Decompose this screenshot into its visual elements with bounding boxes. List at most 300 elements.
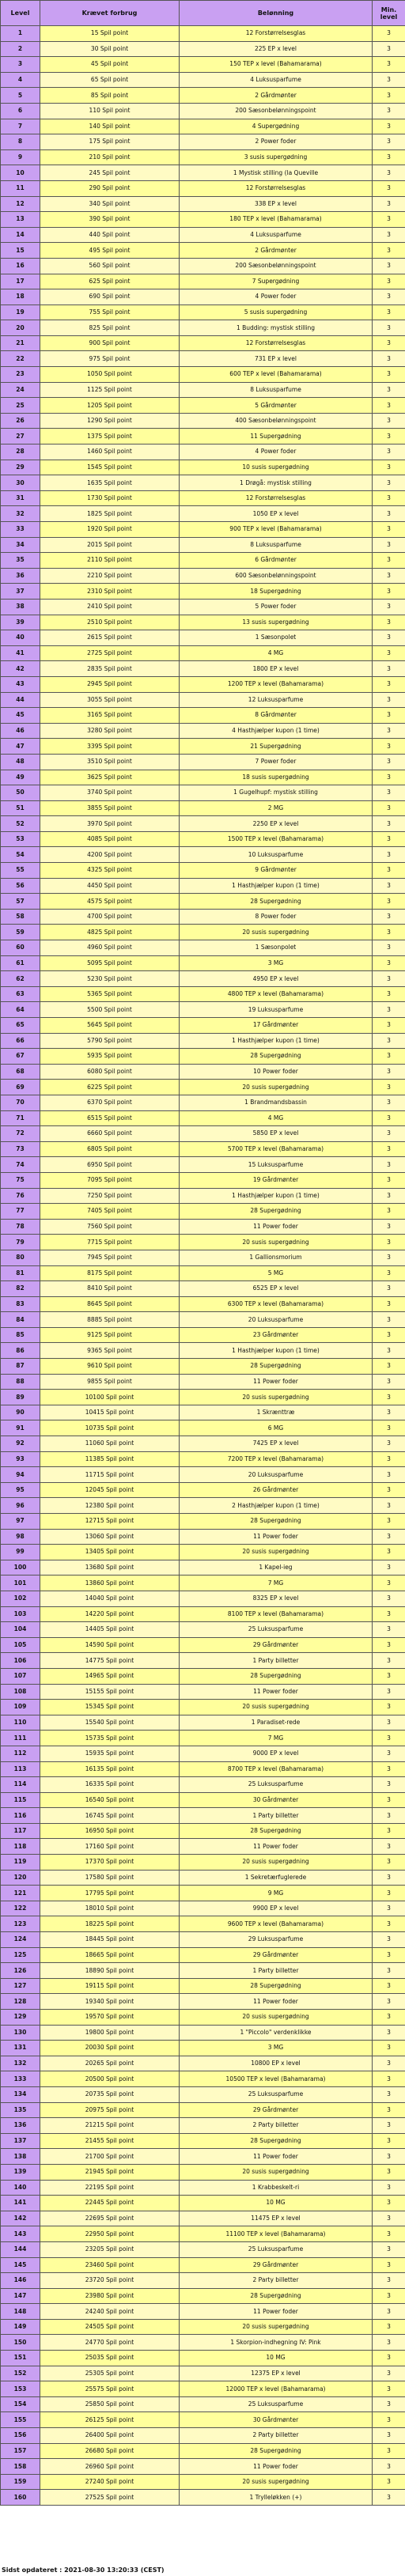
cell-min-level: 3 xyxy=(373,1963,405,1979)
table-row xyxy=(1,2241,405,2257)
cell-requirement: 9365 Spil point xyxy=(40,1343,180,1359)
cell-min-level: 3 xyxy=(373,1870,405,1886)
cell-requirement: 12045 Spil point xyxy=(40,1482,180,1498)
table-row xyxy=(1,847,405,863)
cell-requirement: 6805 Spil point xyxy=(40,1141,180,1157)
cell-min-level: 3 xyxy=(373,1141,405,1157)
cell-reward: 1 Kapel-ieg xyxy=(180,1560,373,1575)
cell-level: 111 xyxy=(1,1731,40,1746)
cell-reward: 1 Skorpion-indhegning IV: Pink xyxy=(180,2335,373,2351)
cell-requirement: 1290 Spil point xyxy=(40,413,180,429)
cell-reward: 8 Luksusparfume xyxy=(180,537,373,553)
cell-requirement: 690 Spil point xyxy=(40,289,180,305)
cell-level: 16 xyxy=(1,258,40,274)
cell-reward: 4950 EP x level xyxy=(180,971,373,987)
cell-level: 147 xyxy=(1,2288,40,2304)
cell-level: 37 xyxy=(1,584,40,600)
table-row xyxy=(1,1002,405,1018)
cell-requirement: 7095 Spil point xyxy=(40,1172,180,1188)
cell-min-level: 3 xyxy=(373,1932,405,1948)
cell-reward: 2 Gårdmønter xyxy=(180,243,373,259)
table-row xyxy=(1,2443,405,2459)
cell-reward: 8700 TEP x level (Bahamarama) xyxy=(180,1761,373,1777)
cell-level: 125 xyxy=(1,1947,40,1963)
cell-requirement: 290 Spil point xyxy=(40,180,180,196)
table-row xyxy=(1,1064,405,1080)
cell-requirement: 2835 Spil point xyxy=(40,661,180,677)
cell-requirement: 13405 Spil point xyxy=(40,1545,180,1560)
cell-level: 28 xyxy=(1,444,40,460)
table-row xyxy=(1,1700,405,1715)
table-row xyxy=(1,692,405,708)
cell-requirement: 140 Spil point xyxy=(40,119,180,134)
table-row xyxy=(1,878,405,894)
cell-min-level: 3 xyxy=(373,149,405,165)
table-row xyxy=(1,1932,405,1948)
cell-min-level: 3 xyxy=(373,1886,405,1901)
cell-reward: 6300 TEP x level (Bahamarama) xyxy=(180,1296,373,1312)
cell-requirement: 26125 Spil point xyxy=(40,2412,180,2428)
cell-reward: 8 Luksusparfume xyxy=(180,382,373,398)
cell-level: 18 xyxy=(1,289,40,305)
cell-min-level: 3 xyxy=(373,553,405,569)
cell-reward: 20 susis supergødning xyxy=(180,1545,373,1560)
cell-min-level: 3 xyxy=(373,2304,405,2320)
cell-min-level: 3 xyxy=(373,1080,405,1095)
cell-min-level: 3 xyxy=(373,258,405,274)
cell-level: 135 xyxy=(1,2102,40,2118)
table-row xyxy=(1,103,405,119)
cell-min-level: 3 xyxy=(373,1761,405,1777)
cell-min-level: 3 xyxy=(373,847,405,863)
table-row xyxy=(1,88,405,104)
cell-min-level: 3 xyxy=(373,2211,405,2226)
table-row xyxy=(1,335,405,351)
cell-min-level: 3 xyxy=(373,1746,405,1761)
cell-min-level: 3 xyxy=(373,1296,405,1312)
cell-reward: 11475 EP x level xyxy=(180,2211,373,2226)
cell-requirement: 8885 Spil point xyxy=(40,1312,180,1328)
cell-requirement: 4450 Spil point xyxy=(40,878,180,894)
table-row xyxy=(1,72,405,88)
table-row xyxy=(1,1947,405,1963)
cell-requirement: 8410 Spil point xyxy=(40,1281,180,1297)
cell-min-level: 3 xyxy=(373,1591,405,1606)
table-row xyxy=(1,1420,405,1436)
cell-min-level: 3 xyxy=(373,119,405,134)
cell-requirement: 440 Spil point xyxy=(40,227,180,243)
table-row xyxy=(1,1172,405,1188)
cell-reward: 28 Supergødning xyxy=(180,1204,373,1220)
cell-requirement: 4200 Spil point xyxy=(40,847,180,863)
cell-reward: 1 Sekretærfuglerede xyxy=(180,1870,373,1886)
cell-requirement: 2945 Spil point xyxy=(40,676,180,692)
cell-requirement: 23720 Spil point xyxy=(40,2273,180,2289)
cell-min-level: 3 xyxy=(373,2164,405,2180)
cell-level: 151 xyxy=(1,2351,40,2366)
cell-min-level: 3 xyxy=(373,863,405,879)
cell-requirement: 1050 Spil point xyxy=(40,367,180,383)
cell-reward: 28 Supergødning xyxy=(180,1359,373,1375)
cell-level: 45 xyxy=(1,708,40,724)
cell-requirement: 975 Spil point xyxy=(40,351,180,367)
cell-requirement: 10415 Spil point xyxy=(40,1405,180,1420)
table-row xyxy=(1,955,405,971)
cell-requirement: 10735 Spil point xyxy=(40,1420,180,1436)
cell-reward: 1 Mystisk stilling (la Queville xyxy=(180,165,373,181)
cell-reward: 20 susis supergødning xyxy=(180,1855,373,1871)
cell-requirement: 110 Spil point xyxy=(40,103,180,119)
cell-reward: 2 Hasthjælper kupon (1 time) xyxy=(180,1498,373,1514)
cell-min-level: 3 xyxy=(373,1947,405,1963)
cell-requirement: 25305 Spil point xyxy=(40,2366,180,2381)
table-row xyxy=(1,2196,405,2211)
cell-requirement: 1825 Spil point xyxy=(40,506,180,522)
cell-min-level: 3 xyxy=(373,1684,405,1700)
table-row xyxy=(1,180,405,196)
table-row xyxy=(1,708,405,724)
cell-min-level: 3 xyxy=(373,1808,405,1824)
cell-level: 11 xyxy=(1,180,40,196)
cell-min-level: 3 xyxy=(373,1018,405,1034)
cell-level: 150 xyxy=(1,2335,40,2351)
cell-level: 77 xyxy=(1,1204,40,1220)
cell-requirement: 14590 Spil point xyxy=(40,1637,180,1653)
cell-reward: 1 Hasthjælper kupon (1 time) xyxy=(180,1188,373,1204)
cell-requirement: 25035 Spil point xyxy=(40,2351,180,2366)
cell-reward: 6525 EP x level xyxy=(180,1281,373,1297)
table-row xyxy=(1,413,405,429)
cell-level: 53 xyxy=(1,831,40,847)
cell-level: 74 xyxy=(1,1157,40,1173)
cell-min-level: 3 xyxy=(373,1792,405,1808)
cell-min-level: 3 xyxy=(373,444,405,460)
table-row xyxy=(1,1591,405,1606)
table-row xyxy=(1,258,405,274)
cell-reward: 4 MG xyxy=(180,645,373,661)
table-row xyxy=(1,1359,405,1375)
table-row xyxy=(1,41,405,57)
cell-reward: 28 Supergødning xyxy=(180,1049,373,1065)
table-row xyxy=(1,134,405,150)
cell-reward: 11100 TEP x level (Bahamarama) xyxy=(180,2226,373,2242)
cell-level: 54 xyxy=(1,847,40,863)
cell-level: 92 xyxy=(1,1436,40,1452)
cell-level: 40 xyxy=(1,630,40,646)
cell-requirement: 17370 Spil point xyxy=(40,1855,180,1871)
cell-min-level: 3 xyxy=(373,770,405,785)
cell-level: 148 xyxy=(1,2304,40,2320)
cell-reward: 20 susis supergødning xyxy=(180,1390,373,1405)
table-row xyxy=(1,57,405,73)
cell-min-level: 3 xyxy=(373,429,405,444)
cell-min-level: 3 xyxy=(373,955,405,971)
table-row xyxy=(1,212,405,228)
table-row xyxy=(1,676,405,692)
cell-min-level: 3 xyxy=(373,1622,405,1638)
cell-level: 6 xyxy=(1,103,40,119)
cell-level: 144 xyxy=(1,2241,40,2257)
cell-requirement: 24770 Spil point xyxy=(40,2335,180,2351)
cell-reward: 8 Gårdmønter xyxy=(180,708,373,724)
cell-min-level: 3 xyxy=(373,909,405,925)
cell-reward: 150 TEP x level (Bahamarama) xyxy=(180,57,373,73)
cell-min-level: 3 xyxy=(373,2149,405,2165)
cell-reward: 13 susis supergødning xyxy=(180,615,373,630)
table-row xyxy=(1,1994,405,2010)
cell-reward: 1 Skrænttræ xyxy=(180,1405,373,1420)
cell-level: 146 xyxy=(1,2273,40,2289)
table-row xyxy=(1,1746,405,1761)
table-row xyxy=(1,2366,405,2381)
table-row xyxy=(1,1916,405,1932)
cell-min-level: 3 xyxy=(373,180,405,196)
cell-min-level: 3 xyxy=(373,599,405,615)
table-row xyxy=(1,475,405,491)
table-row xyxy=(1,2319,405,2335)
cell-reward: 7425 EP x level xyxy=(180,1436,373,1452)
cell-reward: 5 Power foder xyxy=(180,599,373,615)
cell-reward: 1 Gallionsmorium xyxy=(180,1250,373,1265)
cell-requirement: 3280 Spil point xyxy=(40,723,180,739)
cell-level: 14 xyxy=(1,227,40,243)
cell-level: 157 xyxy=(1,2443,40,2459)
cell-level: 145 xyxy=(1,2257,40,2273)
cell-requirement: 23460 Spil point xyxy=(40,2257,180,2273)
cell-min-level: 3 xyxy=(373,2428,405,2444)
table-row xyxy=(1,553,405,569)
cell-min-level: 3 xyxy=(373,878,405,894)
cell-requirement: 20265 Spil point xyxy=(40,2056,180,2071)
table-row xyxy=(1,1080,405,1095)
cell-min-level: 3 xyxy=(373,2335,405,2351)
cell-min-level: 3 xyxy=(373,645,405,661)
cell-requirement: 22445 Spil point xyxy=(40,2196,180,2211)
cell-level: 86 xyxy=(1,1343,40,1359)
cell-min-level: 3 xyxy=(373,2474,405,2490)
cell-reward: 19 Gårdmønter xyxy=(180,1172,373,1188)
cell-min-level: 3 xyxy=(373,1994,405,2010)
cell-reward: 1 Hasthjælper kupon (1 time) xyxy=(180,878,373,894)
column-header-level: Level xyxy=(1,1,40,26)
cell-requirement: 1205 Spil point xyxy=(40,398,180,414)
cell-min-level: 3 xyxy=(373,1606,405,1622)
cell-reward: 25 Luksusparfume xyxy=(180,2241,373,2257)
cell-reward: 900 TEP x level (Bahamarama) xyxy=(180,522,373,538)
cell-level: 39 xyxy=(1,615,40,630)
cell-requirement: 13860 Spil point xyxy=(40,1575,180,1591)
cell-min-level: 3 xyxy=(373,739,405,755)
table-row xyxy=(1,460,405,475)
cell-level: 56 xyxy=(1,878,40,894)
cell-requirement: 6515 Spil point xyxy=(40,1110,180,1126)
cell-requirement: 8645 Spil point xyxy=(40,1296,180,1312)
cell-requirement: 3395 Spil point xyxy=(40,739,180,755)
cell-reward: 28 Supergødning xyxy=(180,1978,373,1994)
cell-reward: 20 Luksusparfume xyxy=(180,1312,373,1328)
cell-level: 81 xyxy=(1,1265,40,1281)
table-row xyxy=(1,1296,405,1312)
table-row xyxy=(1,490,405,506)
cell-reward: 2 Gårdmønter xyxy=(180,88,373,104)
cell-requirement: 22950 Spil point xyxy=(40,2226,180,2242)
cell-requirement: 3855 Spil point xyxy=(40,800,180,816)
cell-min-level: 3 xyxy=(373,506,405,522)
cell-level: 104 xyxy=(1,1622,40,1638)
cell-level: 143 xyxy=(1,2226,40,2242)
cell-reward: 6 Gårdmønter xyxy=(180,553,373,569)
cell-min-level: 3 xyxy=(373,1575,405,1591)
cell-level: 76 xyxy=(1,1188,40,1204)
cell-reward: 4 Power foder xyxy=(180,289,373,305)
cell-requirement: 11385 Spil point xyxy=(40,1451,180,1467)
table-row xyxy=(1,1978,405,1994)
cell-requirement: 3165 Spil point xyxy=(40,708,180,724)
cell-level: 29 xyxy=(1,460,40,475)
cell-requirement: 560 Spil point xyxy=(40,258,180,274)
table-row xyxy=(1,2257,405,2273)
cell-reward: 4 Luksusparfume xyxy=(180,227,373,243)
cell-level: 70 xyxy=(1,1095,40,1110)
cell-reward: 9000 EP x level xyxy=(180,1746,373,1761)
cell-min-level: 3 xyxy=(373,351,405,367)
cell-requirement: 2310 Spil point xyxy=(40,584,180,600)
cell-requirement: 5935 Spil point xyxy=(40,1049,180,1065)
cell-reward: 10500 TEP x level (Bahamarama) xyxy=(180,2071,373,2087)
table-row xyxy=(1,1467,405,1483)
cell-reward: 23 Gårdmønter xyxy=(180,1327,373,1343)
table-row xyxy=(1,1374,405,1390)
cell-reward: 29 Gårdmønter xyxy=(180,2102,373,2118)
cell-min-level: 3 xyxy=(373,1529,405,1545)
cell-min-level: 3 xyxy=(373,894,405,910)
cell-requirement: 3625 Spil point xyxy=(40,770,180,785)
cell-min-level: 3 xyxy=(373,2102,405,2118)
cell-min-level: 3 xyxy=(373,800,405,816)
table-row xyxy=(1,1684,405,1700)
cell-level: 152 xyxy=(1,2366,40,2381)
cell-level: 110 xyxy=(1,1715,40,1731)
cell-min-level: 3 xyxy=(373,57,405,73)
cell-min-level: 3 xyxy=(373,1560,405,1575)
cell-requirement: 26680 Spil point xyxy=(40,2443,180,2459)
cell-level: 138 xyxy=(1,2149,40,2165)
cell-level: 62 xyxy=(1,971,40,987)
table-row xyxy=(1,1327,405,1343)
table-row xyxy=(1,1451,405,1467)
cell-min-level: 3 xyxy=(373,2396,405,2412)
table-row xyxy=(1,863,405,879)
table-row xyxy=(1,630,405,646)
cell-reward: 28 Supergødning xyxy=(180,2133,373,2149)
cell-min-level: 3 xyxy=(373,971,405,987)
table-row xyxy=(1,2412,405,2428)
cell-requirement: 17160 Spil point xyxy=(40,1839,180,1855)
table-row xyxy=(1,196,405,212)
table-row xyxy=(1,1281,405,1297)
cell-level: 96 xyxy=(1,1498,40,1514)
cell-min-level: 3 xyxy=(373,289,405,305)
cell-reward: 26 Gårdmønter xyxy=(180,1482,373,1498)
cell-level: 31 xyxy=(1,490,40,506)
table-row xyxy=(1,2273,405,2289)
cell-min-level: 3 xyxy=(373,1219,405,1235)
cell-level: 133 xyxy=(1,2071,40,2087)
cell-requirement: 6080 Spil point xyxy=(40,1064,180,1080)
cell-requirement: 13680 Spil point xyxy=(40,1560,180,1575)
cell-requirement: 2015 Spil point xyxy=(40,537,180,553)
cell-min-level: 3 xyxy=(373,831,405,847)
cell-level: 140 xyxy=(1,2180,40,2196)
cell-min-level: 3 xyxy=(373,1033,405,1049)
table-row xyxy=(1,2025,405,2041)
table-row xyxy=(1,925,405,940)
cell-requirement: 5500 Spil point xyxy=(40,1002,180,1018)
cell-level: 23 xyxy=(1,367,40,383)
cell-min-level: 3 xyxy=(373,2381,405,2397)
cell-reward: 2 Power foder xyxy=(180,134,373,150)
cell-requirement: 5365 Spil point xyxy=(40,986,180,1002)
cell-requirement: 19800 Spil point xyxy=(40,2025,180,2041)
cell-level: 38 xyxy=(1,599,40,615)
cell-level: 52 xyxy=(1,816,40,832)
cell-min-level: 3 xyxy=(373,2319,405,2335)
table-row xyxy=(1,1049,405,1065)
cell-reward: 11 Power foder xyxy=(180,2149,373,2165)
cell-min-level: 3 xyxy=(373,1467,405,1483)
cell-reward: 20 susis supergødning xyxy=(180,2319,373,2335)
cell-requirement: 2510 Spil point xyxy=(40,615,180,630)
table-row xyxy=(1,1095,405,1110)
cell-level: 42 xyxy=(1,661,40,677)
cell-requirement: 21700 Spil point xyxy=(40,2149,180,2165)
table-row xyxy=(1,367,405,383)
cell-min-level: 3 xyxy=(373,1312,405,1328)
table-row xyxy=(1,584,405,600)
cell-requirement: 15155 Spil point xyxy=(40,1684,180,1700)
cell-min-level: 3 xyxy=(373,2257,405,2273)
cell-min-level: 3 xyxy=(373,2288,405,2304)
table-row xyxy=(1,1110,405,1126)
cell-reward: 21 Supergødning xyxy=(180,739,373,755)
cell-requirement: 4960 Spil point xyxy=(40,940,180,956)
cell-min-level: 3 xyxy=(373,1157,405,1173)
cell-reward: 8100 TEP x level (Bahamarama) xyxy=(180,1606,373,1622)
cell-level: 90 xyxy=(1,1405,40,1420)
cell-level: 82 xyxy=(1,1281,40,1297)
cell-level: 83 xyxy=(1,1296,40,1312)
cell-min-level: 3 xyxy=(373,2273,405,2289)
table-row xyxy=(1,2459,405,2475)
cell-reward: 1 Gugelhupf: mystisk stilling xyxy=(180,785,373,801)
cell-level: 124 xyxy=(1,1932,40,1948)
cell-reward: 4 MG xyxy=(180,1110,373,1126)
cell-level: 26 xyxy=(1,413,40,429)
cell-min-level: 3 xyxy=(373,661,405,677)
table-row xyxy=(1,1157,405,1173)
table-row xyxy=(1,909,405,925)
cell-reward: 7 MG xyxy=(180,1731,373,1746)
cell-min-level: 3 xyxy=(373,1390,405,1405)
table-row xyxy=(1,1839,405,1855)
table-row xyxy=(1,831,405,847)
cell-requirement: 4700 Spil point xyxy=(40,909,180,925)
cell-level: 73 xyxy=(1,1141,40,1157)
table-row xyxy=(1,26,405,42)
cell-requirement: 9610 Spil point xyxy=(40,1359,180,1375)
cell-min-level: 3 xyxy=(373,490,405,506)
cell-requirement: 27240 Spil point xyxy=(40,2474,180,2490)
